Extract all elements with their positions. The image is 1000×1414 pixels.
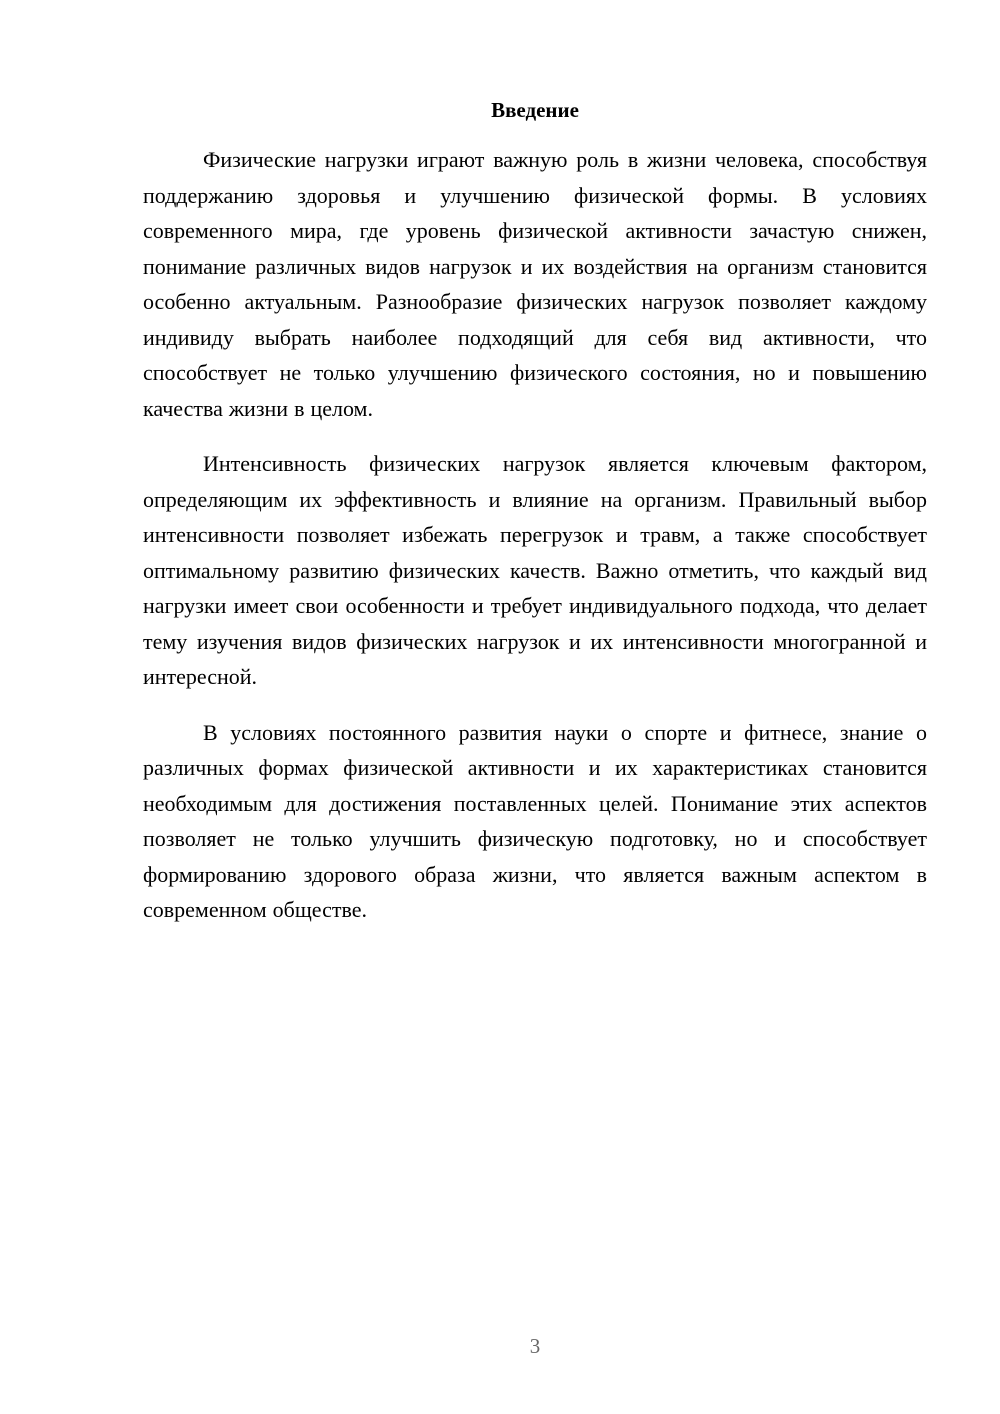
paragraph-2: Интенсивность физических нагрузок является ключевым фактором, определяющим их эффективность и влияние на организм. Правильный выбор интенсивности позволяет избежать перегрузок и травм, а также способствует оптимальному развитию физических качеств. Важно отметить, что каждый вид нагрузки имеет свои особенности и требует индивидуального подхода, что делает тему изучения видов физических нагрузок и их интенсивности многогранной и интересной. [143, 451, 927, 689]
section-heading: Введение [491, 98, 579, 122]
page-number: 3 [529, 1334, 541, 1358]
paragraph-3: В условиях постоянного развития науки о спорте и фитнесе, знание о различных формах физической активности и их характеристиках становится необходимым для достижения поставленных целей. Понимание этих аспектов позволяет не только улучшить физическую подготовку, но и способствует формированию здорового образа жизни, что является важным аспектом в современном обществе. [143, 719, 927, 922]
page-content [143, 96, 927, 948]
paragraph-1: Физические нагрузки играют важную роль в жизни человека, способствуя поддержанию здоровья и улучшению физической формы. В условиях современного мира, где уровень физической активности зачастую снижен, понимание различных видов нагрузок и их воздействия на организм становится особенно актуальным. Разнообразие физических нагрузок позволяет каждому индивиду выбрать наиболее подходящий для себя вид активности, что способствует не только улучшению физического состояния, но и повышению качества жизни в целом. [143, 147, 927, 421]
